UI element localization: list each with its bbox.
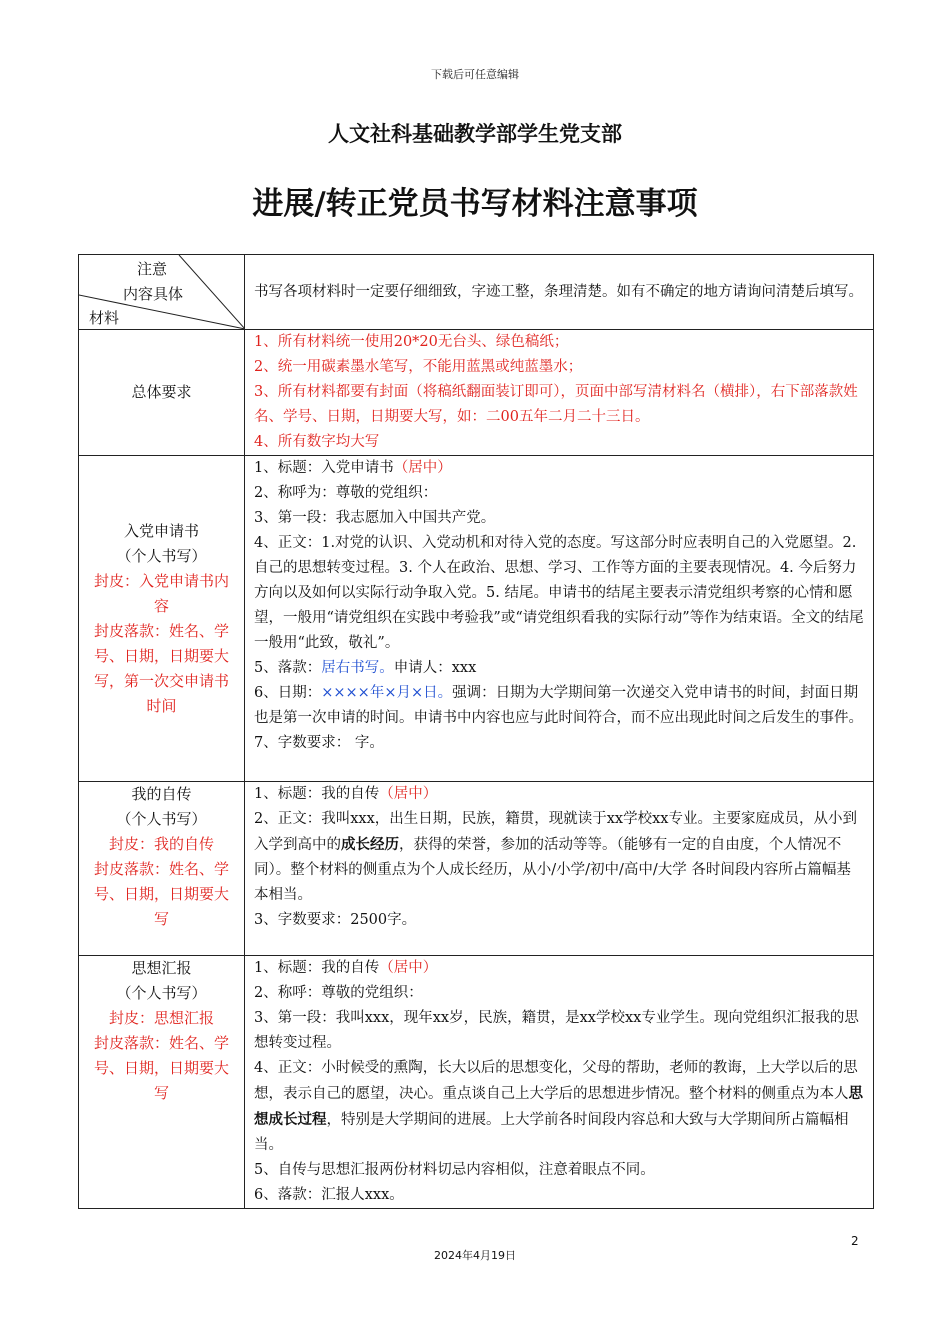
org-title: 人文社科基础教学部学生党支部 (328, 122, 622, 146)
application-line-6: 6、日期：××××年×月×日。强调：日期为大学期间第一次递交入党申请书的时间，封面日期也是第一次申请的时间。申请书中内容也应与此时间符合，而不应出现此时间之后发生的事件。 (254, 685, 863, 726)
header-content-cell (245, 255, 874, 330)
application-line-1: 1、标题：入党申请书（居中） (254, 460, 452, 476)
autobiography-line-2: 2、正文：我叫xxx，出生日期，民族，籍贯，现就读于xx学校xx专业。主要家庭成员，从小到入学到高中的成长经历，获得的荣誉，参加的活动等等。（能够有一定的自由度，个人情况不同）。整个材料的侧重点为个人成长经历，从小/小学/初中/高中/大学 各时间段内容所占篇幅基本相当。 (254, 811, 857, 903)
general-item-4: 4、所有数字均大写 (254, 434, 380, 450)
autobiography-line-1: 1、标题：我的自传（居中） (254, 786, 438, 802)
report-line-3: 3、第一段：我叫xxx，现年xx岁，民族，籍贯，是xx学校xx专业学生。现向党组织汇报我的思想转变过程。 (254, 1010, 859, 1051)
application-label: 入党申请书 (123, 521, 199, 540)
requirements-table (78, 254, 874, 1209)
report-cover: 封皮：思想汇报 (108, 1009, 214, 1027)
application-sublabel: （个人书写） (116, 546, 207, 565)
footer-date: 2024年4月19日 (434, 1249, 516, 1262)
report-label: 思想汇报 (131, 959, 192, 977)
header-content-text: 书写各项材料时一定要仔细细致，字迹工整，条理清楚。如有不确定的地方请询问清楚后填写。 (254, 283, 863, 300)
report-line-6: 6、落款：汇报人xxx。 (254, 1187, 404, 1203)
general-item-3: 3、所有材料都要有封面（将稿纸翻面装订即可），页面中部写清材料名（横排），右下部落款姓名、学号、日期，日期要大写，如：二00五年二月二十三日。 (254, 384, 858, 425)
report-sublabel: （个人书写） (116, 984, 207, 1002)
report-line-2: 2、称呼：尊敬的党组织： (254, 985, 423, 1001)
general-item-2: 2、统一用碳素墨水笔写，不能用蓝黑或纯蓝墨水； (254, 359, 583, 375)
document-title: 进展/转正党员书写材料注意事项 (252, 186, 698, 222)
report-cover-signature: 封皮落款：姓名、学号、日期，日期要大写 (93, 1034, 229, 1102)
autobiography-label: 我的自传 (131, 785, 192, 803)
diagonal-header-cell (79, 255, 245, 330)
application-row (79, 456, 874, 782)
application-line-7: 7、字数要求： 字。 (254, 735, 384, 751)
autobiography-label-cell (79, 782, 245, 956)
diag-label-mid: 内容具体 (123, 285, 184, 303)
application-line-5: 5、落款：居右书写。申请人：xxx (254, 660, 477, 676)
general-label: 总体要求 (131, 383, 192, 401)
application-line-3: 3、第一段：我志愿加入中国共产党。 (254, 510, 496, 526)
general-item-1: 1、所有材料统一使用20*20无台头、绿色稿纸； (254, 334, 569, 350)
autobiography-content-cell (245, 782, 874, 956)
autobiography-cover: 封皮：我的自传 (108, 835, 214, 853)
report-label-cell (79, 956, 245, 1209)
page-number: 2 (851, 1234, 859, 1248)
report-line-5: 5、自传与思想汇报两份材料切忌内容相似，注意着眼点不同。 (254, 1162, 655, 1178)
autobiography-sublabel: （个人书写） (116, 810, 207, 828)
application-line-4: 4、正文：1.对党的认识、入党动机和对待入党的态度。写这部分时应表明自己的入党愿望。2.自己的思想转变过程。3. 个人在政治、思想、学习、工作等方面的主要表现情况。4. 今后努力方向以及如何以实际行动争取入党。5. 结尾。申请书的结尾主要表示清党组织考察的心情和愿望，一般用“请党组织在实践中考验我”或“请党组织看我的实际行动”等作为结束语。全文的结尾一般用“此致，敬礼”。 (254, 535, 864, 651)
autobiography-line-3: 3、字数要求：2500字。 (254, 912, 417, 928)
report-line-4: 4、正文：小时候受的熏陶，长大以后的思想变化，父母的帮助，老师的教诲，上大学以后的思想，表示自己的愿望，决心。重点谈自己上大学后的思想进步情况。整个材料的侧重点为本人思想成长过程，特别是大学期间的进展。上大学前各时间段内容总和大致与大学期间所占篇幅相当。 (254, 1060, 863, 1153)
table-header-row (79, 255, 874, 330)
application-cover-signature: 封皮落款：姓名、学号、日期，日期要大写，第一次交申请书时间 (93, 621, 229, 715)
application-label-cell (79, 456, 245, 782)
diag-label-top: 注意 (137, 260, 168, 278)
header-note: 下载后可任意编辑 (431, 68, 519, 81)
general-label-cell (79, 330, 245, 456)
general-row (79, 330, 874, 456)
autobiography-row (79, 782, 874, 956)
diag-label-bottom: 材料 (89, 309, 120, 327)
application-content-cell (245, 456, 874, 782)
report-line-1: 1、标题：我的自传（居中） (254, 960, 438, 976)
report-content-cell (245, 956, 874, 1209)
autobiography-cover-signature: 封皮落款：姓名、学号、日期，日期要大写 (93, 860, 229, 928)
application-line-2: 2、称呼为：尊敬的党组织： (254, 485, 438, 501)
application-cover: 封皮：入党申请书内容 (93, 571, 229, 615)
report-row (79, 956, 874, 1209)
general-content-cell (245, 330, 874, 456)
